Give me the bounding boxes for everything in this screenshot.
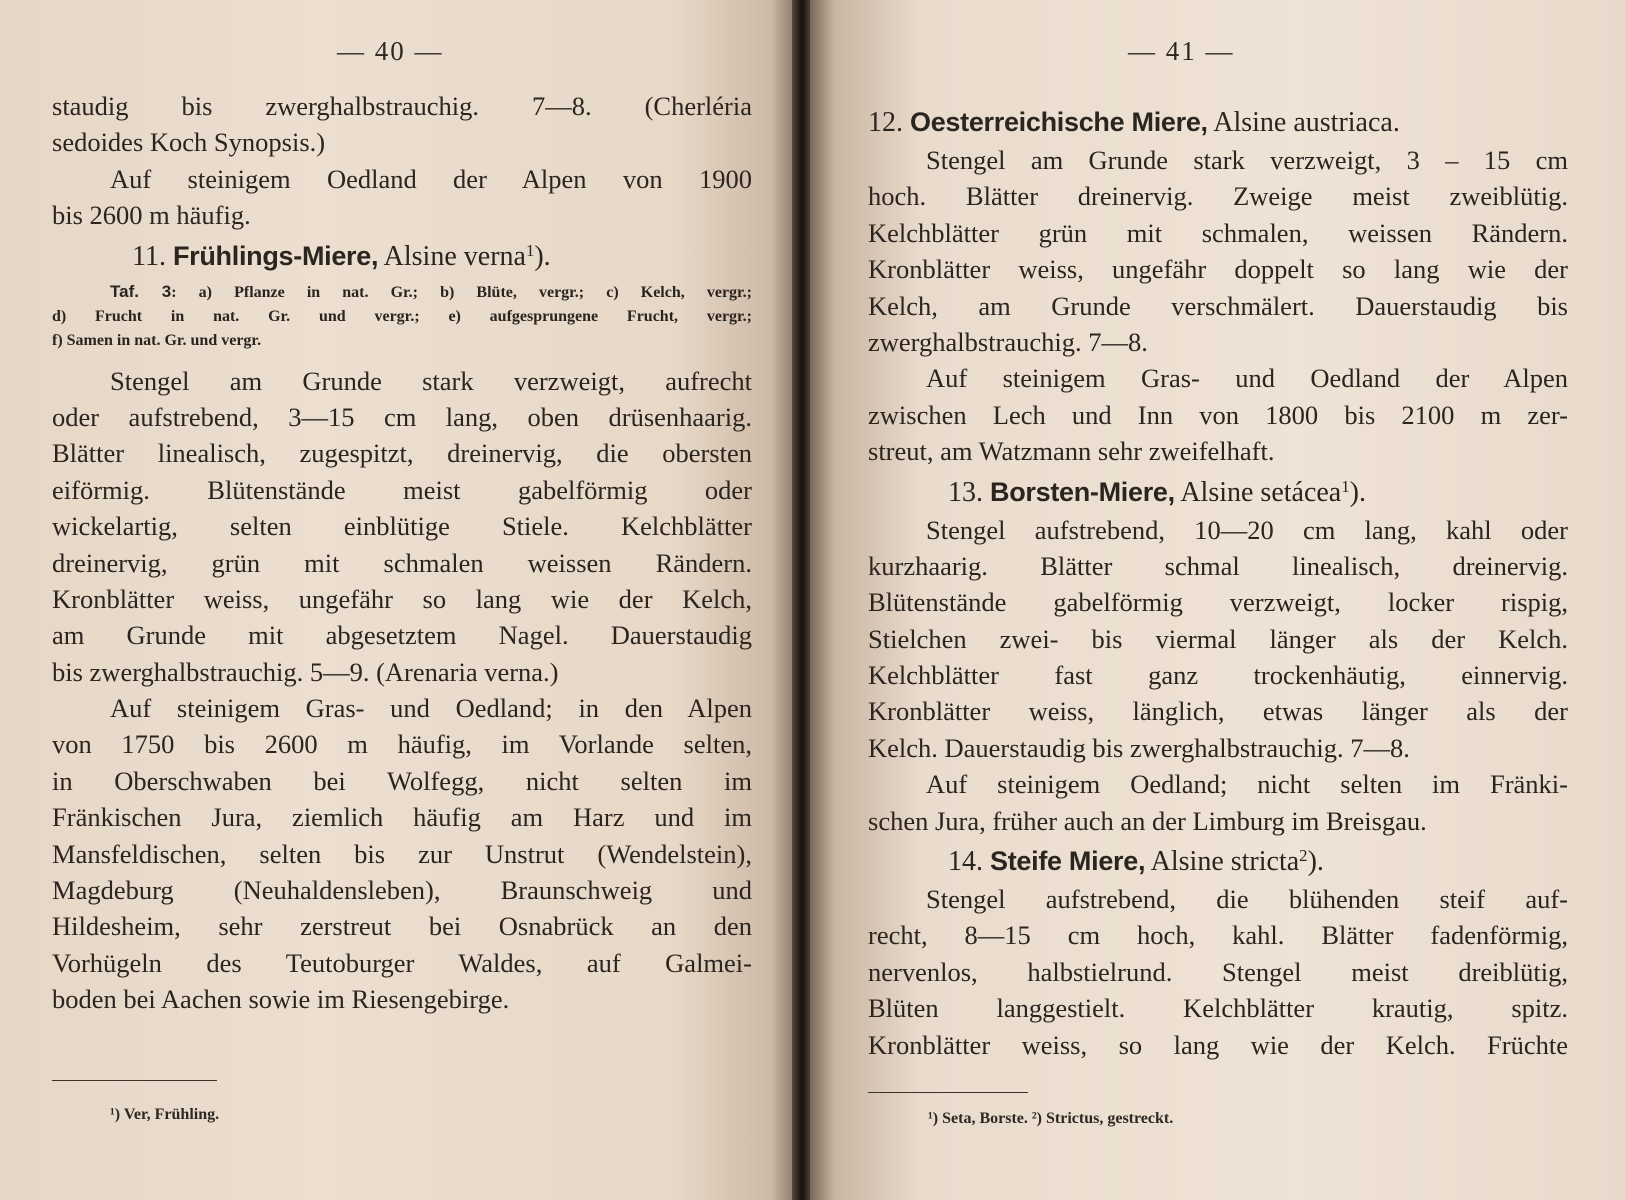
heading-common-name: Borsten-Miere, xyxy=(990,476,1175,507)
text-line: Blüten langgestielt. Kelchblätter krautig, spitz. xyxy=(868,993,1568,1024)
text-line: zwischen Lech und Inn von 1800 bis 2100 m zer- xyxy=(868,399,1568,430)
heading-latin-name: Alsine verna xyxy=(383,240,526,272)
plate-text: : a) Pflanze in nat. Gr.; b) Blüte, vergr.; c) Kelch, vergr.; xyxy=(171,283,753,301)
text-line: in Oberschwaben bei Wolfegg, nicht selten im xyxy=(52,765,752,796)
text-line: Mansfeldischen, selten bis zur Unstrut (Wendelstein), xyxy=(52,838,752,869)
text-line: Magdeburg (Neuhaldensleben), Braunschweig und xyxy=(52,875,752,906)
text-line: boden bei Aachen sowie im Riesengebirge. xyxy=(52,984,510,1015)
footnote: ¹) Seta, Borste. ²) Strictus, gestreckt. xyxy=(928,1110,1174,1127)
book-gutter xyxy=(792,0,812,1200)
footnote-mark: 1 xyxy=(525,240,535,260)
text-line: Auf steinigem Oedland der Alpen von 1900 xyxy=(110,163,752,194)
text-line: schen Jura, früher auch an der Limburg im Breisgau. xyxy=(868,805,1427,836)
text-line: Kronblätter weiss, länglich, etwas länger als der xyxy=(868,696,1568,727)
text-line: Stengel aufstrebend, die blühenden steif auf- xyxy=(926,884,1568,915)
footnote-mark: 2 xyxy=(1299,846,1308,866)
text-line: Kelch, am Grunde verschmälert. Dauerstaudig bis xyxy=(868,290,1568,321)
footnote-divider xyxy=(52,1080,217,1081)
text-line: Kronblätter weiss, ungefähr doppelt so lang wie der xyxy=(868,254,1568,285)
plate-reference xyxy=(52,280,752,353)
heading-number: 13. xyxy=(948,476,983,508)
text-line: recht, 8—15 cm hoch, kahl. Blätter fadenförmig, xyxy=(868,920,1568,951)
text-line: Stengel am Grunde stark verzweigt, 3 – 15 cm xyxy=(926,145,1568,175)
text-line: hoch. Blätter dreinervig. Zweige meist zweiblütig. xyxy=(868,181,1568,212)
text-line: Kelchblätter fast ganz trockenhäutig, einnervig. xyxy=(868,660,1568,691)
text-line: streut, am Watzmann sehr zweifelhaft. xyxy=(868,436,1275,467)
text-line: zwerghalbstrauchig. 7—8. xyxy=(868,326,1148,357)
text-line: bis 2600 m häufig. xyxy=(52,200,251,231)
text-line: Vorhügeln des Teutoburger Waldes, auf Galmei- xyxy=(52,947,752,978)
text-line: Blätter linealisch, zugespitzt, dreinervig, die obersten xyxy=(52,438,752,469)
heading-common-name: Oesterreichische Miere, xyxy=(910,107,1208,137)
text-line: von 1750 bis 2600 m häufig, im Vorlande selten, xyxy=(52,729,752,760)
text-line: kurzhaarig. Blätter schmal linealisch, dreinervig. xyxy=(868,550,1568,581)
right-page xyxy=(810,0,1625,1200)
left-page xyxy=(0,0,795,1200)
heading-latin-name: Alsine stricta xyxy=(1150,846,1300,878)
text-line: Hildesheim, sehr zerstreut bei Osnabrück an den xyxy=(52,911,752,942)
text-line: sedoides Koch Synopsis.) xyxy=(52,127,326,158)
text-line: Kelchblätter grün mit schmalen, weissen Rändern. xyxy=(868,217,1568,248)
heading-close: ). xyxy=(1349,476,1366,508)
footnote-mark: 1 xyxy=(1341,476,1350,496)
text-line: Stengel am Grunde stark verzweigt, aufrecht xyxy=(110,365,752,396)
heading-close: ). xyxy=(534,240,551,272)
text-line: Stielchen zwei- bis viermal länger als der Kelch. xyxy=(868,623,1568,654)
species-heading-11 xyxy=(52,238,752,276)
text-line: eiförmig. Blütenstände meist gabelförmig oder xyxy=(52,474,752,505)
text-line: Stengel aufstrebend, 10—20 cm lang, kahl oder xyxy=(926,514,1568,545)
text-line: Kronblätter weiss, ungefähr so lang wie der Kelch, xyxy=(52,583,752,614)
text-line: Kronblätter weiss, so lang wie der Kelch. Früchte xyxy=(868,1029,1568,1060)
page-number: — 40 — xyxy=(337,36,444,66)
page-number: — 41 — xyxy=(1128,36,1235,66)
text-line: am Grunde mit abgesetztem Nagel. Dauerstaudig xyxy=(52,620,752,651)
text-line: dreinervig, grün mit schmalen weissen Rändern. xyxy=(52,547,752,578)
right-page-text xyxy=(868,100,1568,1063)
text-line: oder aufstrebend, 3—15 cm lang, oben drüsenhaarig. xyxy=(52,401,752,432)
text-line: Auf steinigem Gras- und Oedland der Alpen xyxy=(926,363,1568,394)
footnote-divider xyxy=(868,1092,1028,1093)
plate-line: d) Frucht in nat. Gr. und vergr.; e) aufgesprungene Frucht, vergr.; xyxy=(52,307,752,325)
plate-line xyxy=(52,280,752,305)
left-page-text xyxy=(52,88,752,1018)
heading-number: 11. xyxy=(132,240,166,272)
text-line: nervenlos, halbstielrund. Stengel meist dreiblütig, xyxy=(868,956,1568,987)
text-line: Kelch. Dauerstaudig bis zwerghalbstrauchig. 7—8. xyxy=(868,732,1410,763)
heading-close: ). xyxy=(1307,846,1324,878)
plate-label: Taf. 3 xyxy=(110,281,172,301)
text-line: staudig bis zwerghalbstrauchig. 7—8. (Cherléria xyxy=(52,91,752,121)
text-line: bis zwerghalbstrauchig. 5—9. (Arenaria verna.) xyxy=(52,656,559,687)
plate-line: f) Samen in nat. Gr. und vergr. xyxy=(52,331,262,349)
heading-latin-name: Alsine austriaca. xyxy=(1213,107,1400,138)
text-line: Blütenstände gabelförmig verzweigt, locker rispig, xyxy=(868,587,1568,618)
text-line: Auf steinigem Oedland; nicht selten im Fränki- xyxy=(926,769,1568,800)
heading-common-name: Frühlings-Miere, xyxy=(172,240,379,271)
heading-number: 12. xyxy=(868,107,903,138)
heading-latin-name: Alsine setácea xyxy=(1180,476,1342,508)
species-heading-12 xyxy=(868,104,1568,142)
heading-number: 14. xyxy=(948,846,983,878)
footnote: ¹) Ver, Frühling. xyxy=(110,1106,220,1123)
text-line: wickelartig, selten einblütige Stiele. Kelchblätter xyxy=(52,511,752,542)
heading-common-name: Steife Miere, xyxy=(990,846,1146,877)
species-heading-14 xyxy=(868,843,1568,881)
species-heading-13 xyxy=(868,474,1568,512)
text-line: Auf steinigem Gras- und Oedland; in den Alpen xyxy=(110,693,752,724)
text-line: Fränkischen Jura, ziemlich häufig am Harz und im xyxy=(52,802,752,833)
